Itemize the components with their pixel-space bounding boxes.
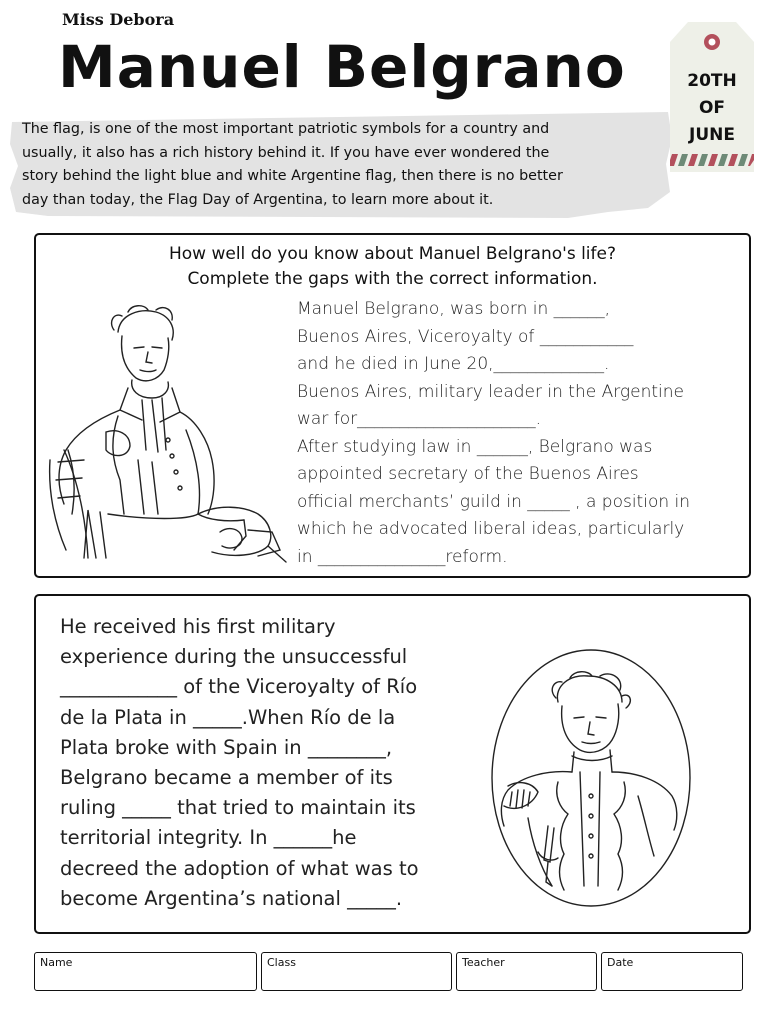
page-title: Manuel Belgrano xyxy=(58,33,626,101)
exercise-line: and he died in June 20,_____________. xyxy=(297,354,610,374)
exercise-line: in _______________reform. xyxy=(297,546,508,567)
intro-line: usually, it also has a rich history behind it. If you have ever wondered the xyxy=(22,144,550,161)
exercise-heading xyxy=(36,242,749,292)
exercise-line: which he advocated liberal ideas, particularly xyxy=(297,519,685,539)
name-field[interactable] xyxy=(34,952,257,991)
belgrano-oval-portrait-icon xyxy=(488,646,694,910)
date-field[interactable] xyxy=(601,952,743,991)
exercise-line: ruling _____ that tried to maintain its xyxy=(60,796,416,820)
intro-line: day than today, the Flag Day of Argentina, to learn more about it. xyxy=(22,191,494,208)
exercise-heading-line: How well do you know about Manuel Belgrano's life? xyxy=(168,244,616,264)
date-tag-line: 20TH xyxy=(687,71,737,91)
date-tag-line: JUNE xyxy=(689,125,735,145)
exercise-line: Plata broke with Spain in ________, xyxy=(60,735,393,759)
date-tag-text xyxy=(670,68,754,149)
exercise-line: appointed secretary of the Buenos Aires xyxy=(297,464,639,484)
belgrano-seated-portrait-icon xyxy=(48,300,288,565)
exercise-line: official merchants’ guild in _____ , a position in xyxy=(297,491,691,512)
exercise-line: experience during the unsuccessful xyxy=(60,645,408,669)
intro-text xyxy=(22,118,662,212)
exercise-line: ____________ of the Viceroyalty of Río xyxy=(60,675,418,699)
exercise-line: become Argentina’s national _____. xyxy=(60,886,403,910)
teacher-field[interactable] xyxy=(456,952,597,991)
author-name: Miss Debora xyxy=(62,10,175,29)
name-label: Name xyxy=(40,956,73,969)
exercise-1-text xyxy=(297,296,736,571)
exercise-line: After studying law in ______, Belgrano was xyxy=(297,436,653,457)
exercise-line: de la Plata in _____.When Río de la xyxy=(60,705,396,729)
class-field[interactable] xyxy=(261,952,452,991)
exercise-line: Belgrano became a member of its xyxy=(60,766,393,790)
exercise-line: Manuel Belgrano, was born in ______, xyxy=(297,299,611,319)
exercise-line: war for_____________________. xyxy=(297,409,541,429)
exercise-2-text xyxy=(60,612,450,914)
date-label: Date xyxy=(607,956,634,969)
class-label: Class xyxy=(267,956,296,969)
teacher-label: Teacher xyxy=(462,956,505,969)
intro-line: The flag, is one of the most important patriotic symbols for a country and xyxy=(22,121,550,137)
exercise-heading-line: Complete the gaps with the correct information. xyxy=(187,269,598,289)
intro-line: story behind the light blue and white Argentine flag, then there is no better xyxy=(22,168,563,184)
exercise-line: Buenos Aires, military leader in the Argentine xyxy=(297,381,684,402)
exercise-line: He received his first military xyxy=(60,615,336,638)
exercise-line: territorial integrity. In ______he xyxy=(60,826,357,850)
date-tag-line: OF xyxy=(698,98,726,118)
exercise-line: decreed the adoption of what was to xyxy=(60,856,419,880)
exercise-line: Buenos Aires, Viceroyalty of ___________ xyxy=(297,326,634,347)
